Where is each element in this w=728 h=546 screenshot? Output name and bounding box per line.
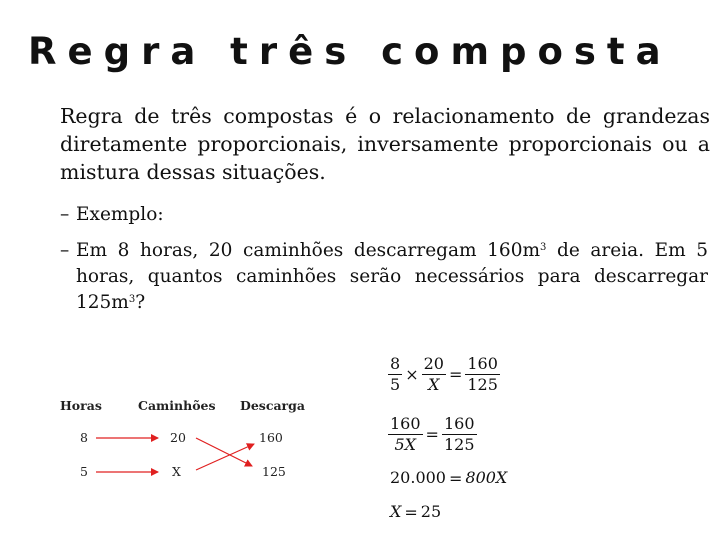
arrow-cross-up — [196, 444, 254, 470]
intro-paragraph: Regra de três compostas é o relacionamento de grandezas diretamente proporcionais, inversamente proporcionais ou a mistura dessas situações. — [60, 104, 710, 184]
problem-sup-2: 3 — [128, 294, 136, 305]
slide-title: Regra três composta — [28, 30, 672, 73]
problem-text-2: de areia. Em 5 horas, quantos caminhões serão necessários para descarregar 125m — [76, 240, 709, 313]
problem-text-3: ? — [135, 292, 146, 313]
bullet-example-text: Exemplo: — [76, 204, 164, 225]
arrow-cross-down — [196, 438, 252, 466]
problem-text-1: Em 8 horas, 20 caminhões descarregam 160m — [76, 240, 541, 261]
header-caminhoes: Caminhões — [138, 398, 216, 413]
problem-sup-1: 3 — [540, 242, 547, 253]
equation-4: X = 25 — [390, 502, 442, 522]
equals-sign: = — [425, 425, 439, 444]
fraction-160-125: $\frac{160}{125}$ — [467, 354, 498, 394]
header-descarga: Descarga — [240, 398, 305, 413]
fraction-160-125: $\frac{160}{125}$ — [443, 414, 475, 454]
bullet-dash: – — [60, 240, 70, 261]
fraction-20-x: $\frac{20}{X}$ — [423, 354, 444, 394]
bullet-dash: – — [60, 204, 70, 225]
equation-1 — [388, 354, 500, 395]
times-sign: × — [405, 365, 419, 384]
cell-descarga-2: 125 — [262, 464, 286, 479]
equation-3: 20.000 = 800X — [390, 468, 508, 488]
cell-horas-2: 5 — [80, 464, 88, 479]
cell-descarga-1: 160 — [259, 430, 283, 445]
fraction-160-5x: $\frac{160}{5X}$ — [390, 414, 421, 454]
cell-caminhoes-2: X — [172, 464, 181, 479]
header-horas: Horas — [60, 398, 102, 413]
fraction-8-5: $\frac{8}{5}$ — [390, 354, 401, 394]
equation-2 — [388, 414, 477, 455]
cell-caminhoes-1: 20 — [170, 430, 186, 445]
cell-horas-1: 8 — [80, 430, 88, 445]
equals-sign: = — [448, 365, 463, 384]
